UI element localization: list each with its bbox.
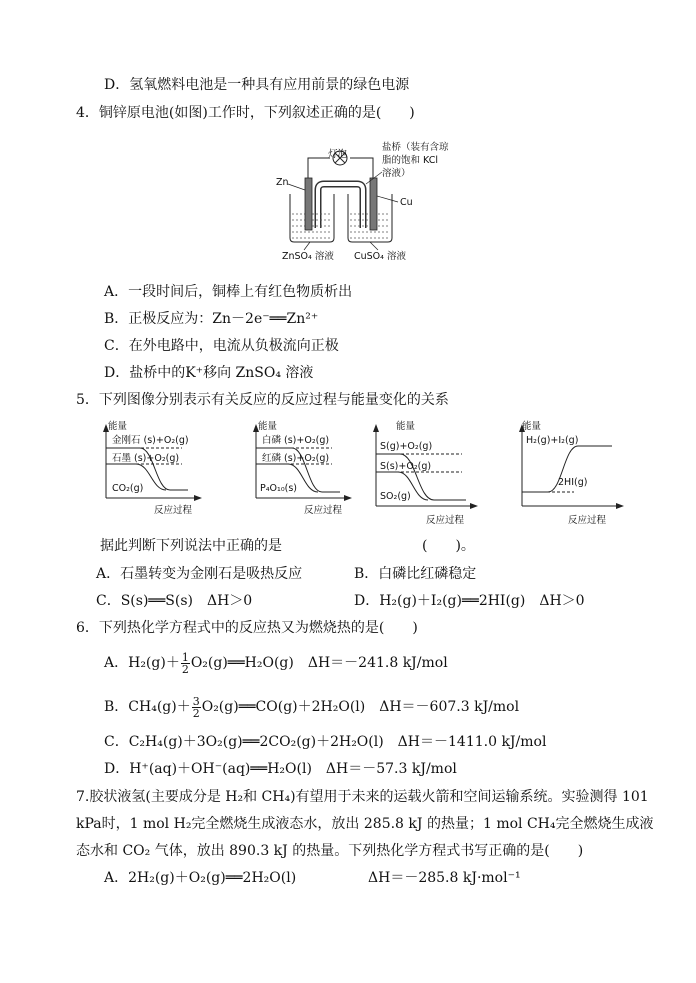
g1-top-label: 金刚石 (s)+O₂(g): [112, 435, 189, 446]
g4-xlabel: 反应过程: [568, 515, 607, 526]
q4-option-d: D．盐桥中的K⁺移向 ZnSO₄ 溶液: [104, 365, 314, 381]
q5-option-d: D．H₂(g)＋I₂(g)══2HI(g) ΔH＞0: [354, 593, 585, 609]
g4-top-label: H₂(g)+I₂(g): [526, 435, 579, 446]
q5-stem: 5．下列图像分别表示有关反应的反应过程与能量变化的关系: [76, 392, 449, 408]
q4-option-b: B．正极反应为：Zn－2e⁻══Zn²⁺: [104, 311, 319, 327]
q6-a-num: 1: [181, 650, 189, 664]
g1-ylabel: 能量: [108, 421, 128, 432]
q6-a-post: O₂(g)══H₂O(g) ΔH＝－241.8 kJ/mol: [190, 655, 448, 671]
q4-option-c: C．在外电路中，电流从负极流向正极: [104, 338, 339, 354]
label-salt-bridge-3: 溶液）: [382, 168, 411, 179]
q6-b-post: O₂(g)══CO(g)＋2H₂O(l) ΔH＝－607.3 kJ/mol: [201, 699, 520, 715]
g3-xlabel: 反应过程: [426, 515, 465, 526]
q4-stem: 4．铜锌原电池(如图)工作时，下列叙述正确的是( ): [76, 105, 415, 121]
g1-bottom-label: CO₂(g): [112, 483, 144, 494]
q5-graph-2: [242, 420, 354, 520]
label-znso4: ZnSO₄ 溶液: [282, 251, 334, 262]
q6-option-c: C．C₂H₄(g)＋3O₂(g)══2CO₂(g)＋2H₂O(l) ΔH＝－1411.0 kJ/mol: [104, 734, 547, 750]
q7-line-1: 7.胶状液氢(主要成分是 H₂和 CH₄)有望用于未来的运载火箭和空间运输系统。实验测得 101: [76, 789, 649, 805]
q6-option-a: [104, 650, 448, 676]
q6-a-fraction: [181, 652, 190, 675]
q4-option-a: A．一段时间后，铜棒上有红色物质析出: [104, 284, 353, 300]
prev-option-d: D．氢氧燃料电池是一种具有应用前景的绿色电源: [104, 77, 410, 93]
zn-electrode: [305, 178, 312, 230]
q6-option-d: D．H⁺(aq)＋OH⁻(aq)══H₂O(l) ΔH＝－57.3 kJ/mol: [104, 761, 457, 777]
q6-stem: 6．下列热化学方程式中的反应热又为燃烧热的是( ): [76, 620, 418, 636]
label-salt-bridge-1: 盐桥（装有含琼: [382, 142, 449, 153]
q6-b-den: 2: [192, 706, 200, 720]
q5-graph-1: [92, 420, 204, 520]
q5-graph-4: [508, 420, 628, 528]
q7-option-a-dh: ΔH＝－285.8 kJ·mol⁻¹: [368, 870, 521, 886]
g1-xlabel: 反应过程: [154, 505, 193, 516]
cu-electrode: [370, 178, 377, 230]
g2-mid-label: 红磷 (s)+O₂(g): [262, 453, 330, 464]
g2-bottom-label: P₄O₁₀(s): [260, 483, 297, 494]
q5-option-c: C．S(s)══S(s) ΔH＞0: [96, 593, 253, 609]
q6-b-fraction: [192, 696, 201, 719]
label-bulb: 灯泡: [328, 149, 348, 160]
q5-option-b: B．白磷比红磷稳定: [354, 566, 477, 582]
q6-a-den: 2: [181, 662, 189, 676]
q7-line-3: 态水和 CO₂ 气体，放出 890.3 kJ 的热量。下列热化学方程式书写正确的是( ): [76, 843, 584, 859]
q6-b-num: 3: [192, 694, 200, 708]
g2-top-label: 白磷 (s)+O₂(g): [262, 435, 330, 446]
g2-ylabel: 能量: [258, 421, 278, 432]
q7-line-2: kPa时，1 mol H₂完全燃烧生成液态水，放出 285.8 kJ 的热量；1 mol CH₄完全燃烧生成液: [76, 816, 654, 832]
g2-xlabel: 反应过程: [304, 505, 343, 516]
g3-bottom-label: SO₂(g): [380, 491, 411, 502]
label-cu: Cu: [400, 197, 413, 208]
g3-top-label: S(g)+O₂(g): [380, 441, 433, 452]
g4-mid-label: 2HI(g): [558, 477, 588, 488]
q6-a-pre: A．H₂(g)＋: [104, 655, 180, 671]
q5-graph-3: [362, 420, 482, 528]
label-cuso4: CuSO₄ 溶液: [354, 251, 406, 262]
q7-option-a-equation: A．2H₂(g)＋O₂(g)══2H₂O(l): [104, 870, 297, 886]
label-salt-bridge-2: 脂的饱和 KCl: [382, 155, 439, 166]
q5-judge: 据此判断下列说法中正确的是 ( )。: [100, 538, 475, 554]
q6-option-b: [104, 694, 519, 720]
g3-ylabel: 能量: [396, 421, 416, 432]
q5-option-a: A．石墨转变为金刚石是吸热反应: [96, 566, 303, 582]
q4-galvanic-cell-figure: [270, 136, 449, 266]
label-zn: Zn: [276, 177, 289, 188]
g4-ylabel: 能量: [522, 421, 542, 432]
g1-mid-label: 石墨 (s)+O₂(g): [112, 453, 180, 464]
g3-mid-label: S(s)+O₂(g): [380, 461, 432, 472]
q6-b-pre: B．CH₄(g)＋: [104, 699, 191, 715]
